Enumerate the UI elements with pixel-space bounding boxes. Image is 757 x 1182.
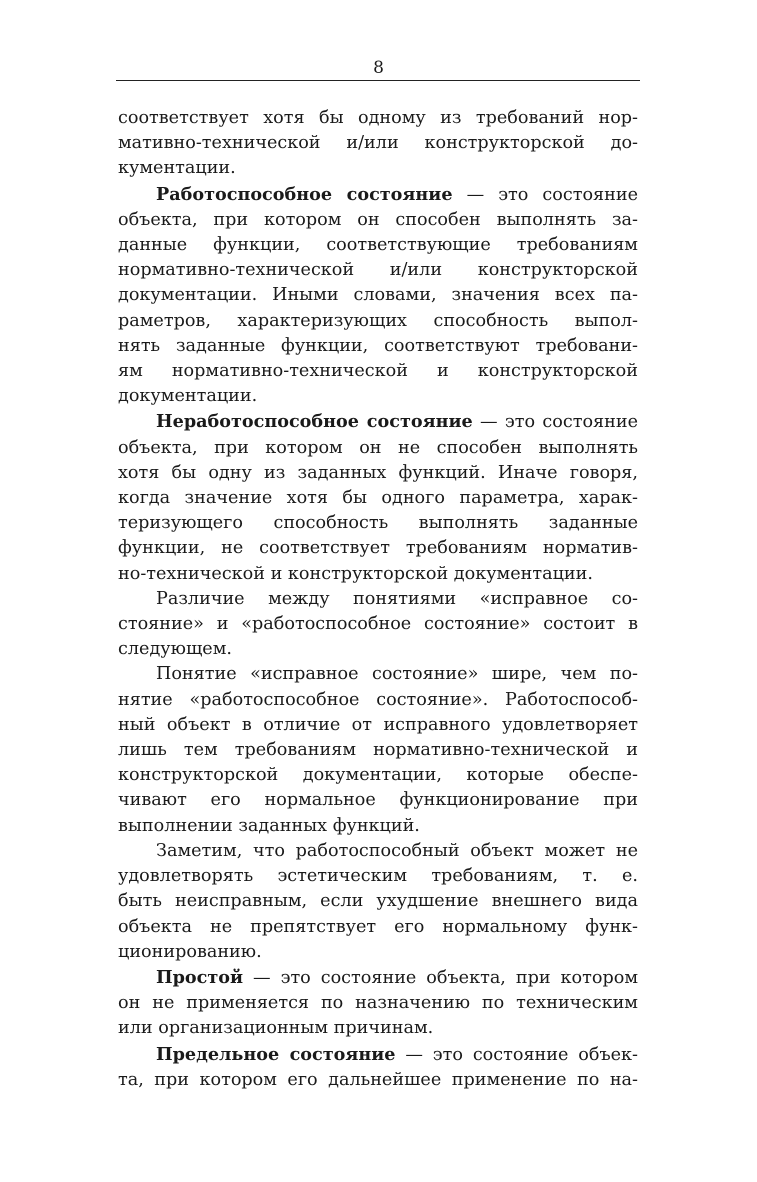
line-text: он не применяется по назначению по техническим <box>118 993 638 1014</box>
line-text: объекта не препятствует его нормальному функ- <box>118 916 638 937</box>
defined-term: Работоспособное состояние <box>156 183 453 205</box>
text-line <box>118 839 638 864</box>
line-text: конструкторской документации, которые обеспе- <box>118 765 638 786</box>
line-text: ям нормативно-технической и конструкторской <box>118 361 638 382</box>
paragraph <box>118 587 638 663</box>
line-text: хотя бы одну из заданных функций. Иначе говоря, <box>118 462 638 483</box>
text-line <box>118 486 638 511</box>
line-text: нормативно-технической и/или конструкторской <box>118 260 638 281</box>
line-text: теризующего способность выполнять заданные <box>118 513 638 534</box>
text-line <box>118 864 638 889</box>
line-text: данные функции, соответствующие требованиям <box>118 235 638 256</box>
line-text: нятие «работоспособное состояние». Работоспособ- <box>118 689 638 710</box>
line-text: объекта, при котором он не способен выполнять <box>118 437 638 458</box>
text-line <box>118 182 638 208</box>
line-text: раметров, характеризующих способность выпол- <box>118 310 638 331</box>
text-line <box>118 131 638 156</box>
text-line <box>118 409 638 435</box>
text-line <box>118 940 638 965</box>
text-line <box>118 461 638 486</box>
text-line <box>118 991 638 1016</box>
line-text: та, при котором его дальнейшее применение по на- <box>118 1069 638 1090</box>
text-line <box>118 814 638 839</box>
line-text: выполнении заданных функций. <box>118 815 420 836</box>
text-line <box>118 662 638 687</box>
text-line <box>118 637 638 662</box>
line-text: быть неисправным, если ухудшение внешнего вида <box>118 891 638 912</box>
text-line <box>118 309 638 334</box>
text-line <box>118 106 638 131</box>
line-text: но-технической и конструкторской документации. <box>118 563 593 584</box>
line-text: удовлетворять эстетическим требованиям, т. е. <box>118 866 638 887</box>
line-text: или организационным причинам. <box>118 1018 434 1039</box>
line-text: лишь тем требованиям нормативно-технической и <box>118 740 638 761</box>
paragraph <box>118 1042 638 1093</box>
text-line <box>118 384 638 409</box>
defined-term: Простой <box>156 966 244 988</box>
line-text: ционированию. <box>118 941 262 962</box>
text-line <box>118 587 638 612</box>
line-text: Понятие «исправное состояние» шире, чем по- <box>156 664 638 685</box>
text-line <box>118 713 638 738</box>
text-line <box>118 156 638 181</box>
line-text: функции, не соответствует требованиям норматив- <box>118 538 638 559</box>
text-line <box>118 788 638 813</box>
line-text: чивают его нормальное функционирование при <box>118 790 638 811</box>
line-text: мативно-технической и/или конструкторской до- <box>118 133 638 154</box>
text-line <box>118 208 638 233</box>
paragraph <box>118 662 638 838</box>
header-rule <box>116 80 640 81</box>
line-text: следующем. <box>118 639 232 660</box>
line-text: — это состояние <box>472 412 638 433</box>
line-text: документации. Иными словами, значения всех па- <box>118 285 638 306</box>
text-line <box>118 258 638 283</box>
line-text: — это состояние объекта, при котором <box>243 967 638 988</box>
line-text: документации. <box>118 386 258 407</box>
text-line <box>118 562 638 587</box>
text-line <box>118 1068 638 1093</box>
paragraph <box>118 409 638 586</box>
text-line <box>118 688 638 713</box>
text-line <box>118 889 638 914</box>
body-text <box>118 106 638 1093</box>
paragraph <box>118 839 638 965</box>
text-line <box>118 1016 638 1041</box>
text-line <box>118 915 638 940</box>
defined-term: Предельное состояние <box>156 1043 396 1065</box>
line-text: — это состояние <box>452 184 638 205</box>
line-text: когда значение хотя бы одного параметра, харак- <box>118 488 638 509</box>
page-number: 8 <box>373 58 384 78</box>
text-line <box>118 436 638 461</box>
line-text: Различие между понятиями «исправное со- <box>156 588 638 609</box>
line-text: кументации. <box>118 158 236 179</box>
text-line <box>118 738 638 763</box>
paragraph <box>118 106 638 182</box>
line-text: нять заданные функции, соответствуют требовани- <box>118 335 638 356</box>
line-text: соответствует хотя бы одному из требований нор- <box>118 108 638 128</box>
defined-term: Неработоспособное состояние <box>156 411 473 433</box>
line-text: Заметим, что работоспособный объект может не <box>156 840 638 861</box>
text-line <box>118 334 638 359</box>
text-line <box>118 511 638 536</box>
line-text: стояние» и «работоспособное состояние» состоит в <box>118 614 638 635</box>
text-line <box>118 283 638 308</box>
text-line <box>118 1042 638 1068</box>
line-text: объекта, при котором он способен выполнять за- <box>118 209 638 230</box>
text-line <box>118 359 638 384</box>
text-line <box>118 965 638 991</box>
text-line <box>118 233 638 258</box>
text-line <box>118 612 638 637</box>
paragraph <box>118 182 638 410</box>
paragraph <box>118 965 638 1042</box>
text-line <box>118 763 638 788</box>
line-text: ный объект в отличие от исправного удовлетворяет <box>118 714 638 735</box>
line-text: — это состояние объек- <box>395 1044 638 1065</box>
text-line <box>118 536 638 561</box>
